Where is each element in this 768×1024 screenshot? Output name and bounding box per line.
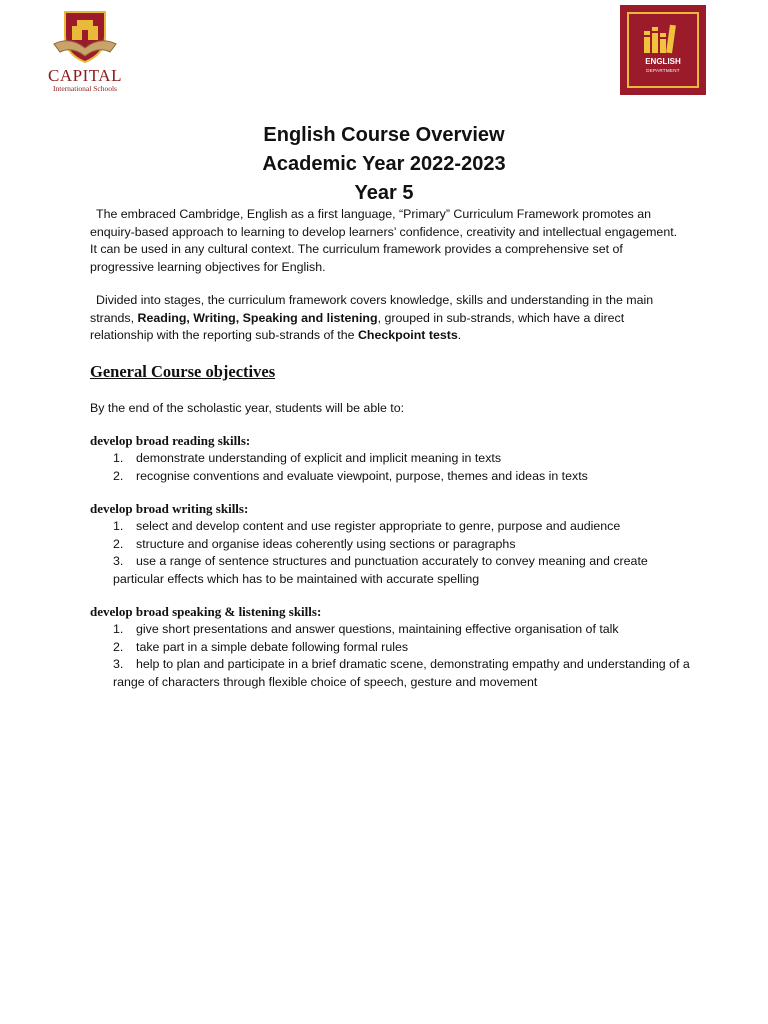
school-subtitle: International Schools bbox=[53, 84, 117, 93]
intro-paragraph-2 bbox=[90, 292, 680, 345]
speaking-heading: develop broad speaking & listening skills: bbox=[90, 604, 322, 619]
title-line-2: Academic Year 2022-2023 bbox=[262, 153, 506, 175]
list-item: 2. take part in a simple debate following formal rules bbox=[113, 639, 409, 654]
title-line-3: Year 5 bbox=[354, 182, 414, 204]
list-item: 2. recognise conventions and evaluate viewpoint, purpose, themes and ideas in texts bbox=[113, 468, 588, 483]
school-name: CAPITAL bbox=[48, 66, 122, 85]
title-line-1: English Course Overview bbox=[263, 124, 505, 146]
intro-paragraph-1 bbox=[90, 206, 680, 276]
checkpoint-bold: Checkpoint tests bbox=[357, 328, 458, 342]
writing-heading: develop broad writing skills: bbox=[90, 501, 249, 516]
list-item: 1. give short presentations and answer questions, maintaining effective organisation of talk bbox=[113, 622, 619, 636]
speaking-list bbox=[113, 621, 693, 691]
intro-text-1: The embraced Cambridge, English as a first language, “Primary” Curriculum Framework promotes an enquiry-based approach to learning to develop learners’ confidence, creativity and intellectual engagement. It can be used in any cultural context. The curriculum framework provides a comprehensive set of progressive learning objectives for English. bbox=[90, 207, 678, 274]
objectives-heading: General Course objectives bbox=[90, 362, 276, 381]
list-item: 1. select and develop content and use register appropriate to genre, purpose and audience bbox=[113, 519, 621, 533]
school-crest-icon bbox=[50, 6, 120, 68]
list-item: 2. structure and organise ideas coherently using sections or paragraphs bbox=[113, 536, 516, 551]
school-logo bbox=[40, 6, 130, 98]
intro-text-2b: , grouped in sub-strands, which have a direct relationship with the reporting sub-strands of the bbox=[90, 310, 625, 342]
reading-list bbox=[113, 450, 693, 485]
department-sublabel: DEPARTMENT bbox=[646, 68, 680, 73]
department-label: ENGLISH bbox=[645, 57, 681, 66]
writing-list bbox=[113, 518, 693, 588]
intro-text-2c: . bbox=[457, 328, 462, 342]
page-title bbox=[0, 121, 768, 208]
strands-bold: Reading, Writing, Speaking and listening bbox=[137, 310, 378, 325]
department-logo bbox=[620, 5, 706, 95]
objectives-lead: By the end of the scholastic year, students will be able to: bbox=[90, 401, 405, 415]
reading-heading: develop broad reading skills: bbox=[90, 433, 251, 448]
list-item: 3. help to plan and participate in a brief dramatic scene, demonstrating empathy and understanding of a range of characters through flexible choice of speech, gesture and movement bbox=[113, 657, 690, 689]
intro-text-2a: Divided into stages, the curriculum framework covers knowledge, skills and understanding in the main strands, bbox=[90, 293, 654, 325]
books-icon bbox=[642, 23, 682, 55]
list-item: 3. use a range of sentence structures and punctuation accurately to convey meaning and create particular effects which has to be maintained with accurate spelling bbox=[113, 554, 648, 586]
list-item: 1. demonstrate understanding of explicit and implicit meaning in texts bbox=[113, 451, 502, 465]
